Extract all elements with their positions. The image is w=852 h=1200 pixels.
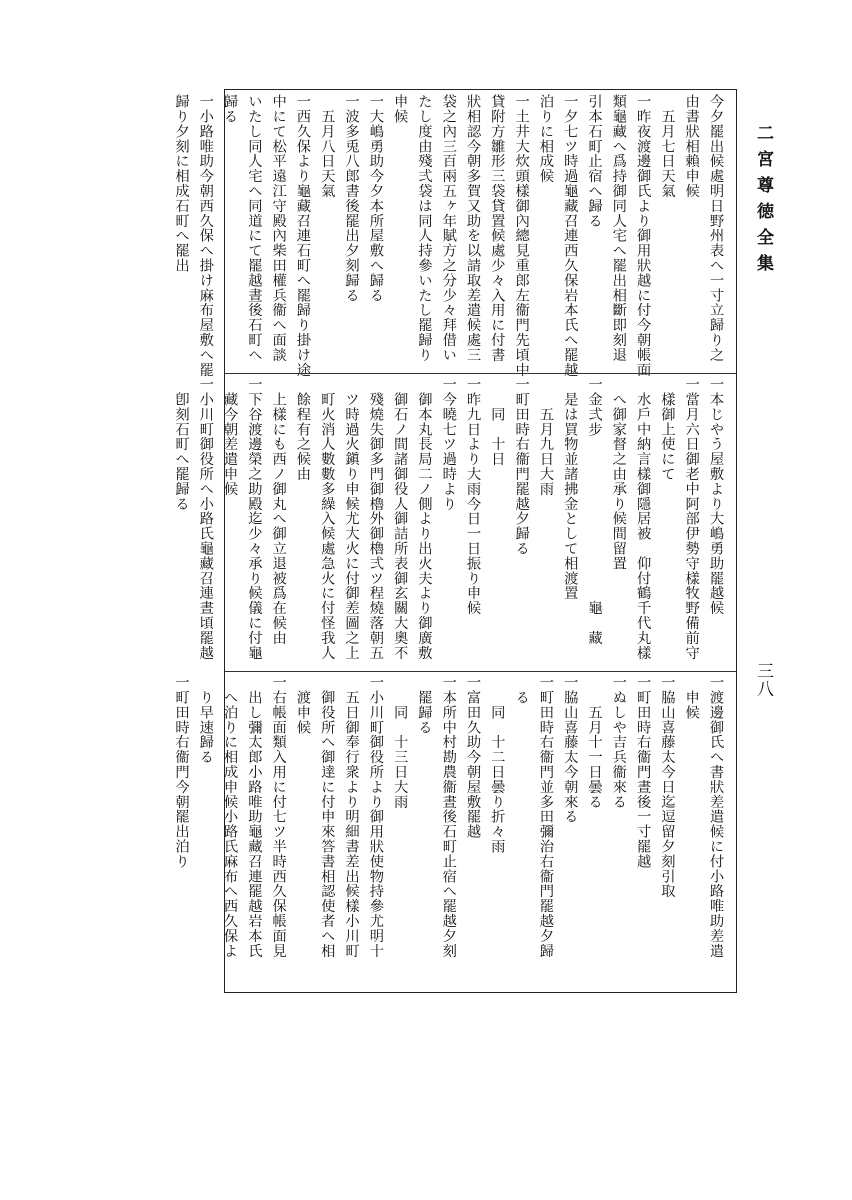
- text-column: 五月八日天氣: [319, 94, 336, 199]
- text-column: 今夕罷出候處明日野州表へ一寸立歸り之: [708, 94, 724, 363]
- text-column: 一脇山喜藤太今朝來る: [562, 675, 579, 824]
- text-column: 一昨夜渡邊御氏より御用狀越に付今朝帳面: [635, 94, 652, 378]
- text-column: 一西久保より龜藏召連石町へ罷歸り掛け途: [294, 94, 311, 378]
- text-column: 同 十日: [489, 377, 506, 467]
- text-column: 御役所へ御達に付申來答書相認使者へ相: [319, 675, 336, 959]
- text-column: 罷歸る: [416, 675, 433, 735]
- tier-divider: [225, 671, 736, 672]
- text-tier-lower: [173, 675, 736, 993]
- text-column: 出し彌太郎小路唯助龜藏召連罷越岩本氏: [246, 675, 263, 959]
- text-column: 一小川町御役所より御用狀使物持參尤明十: [367, 675, 384, 959]
- text-column: 一小路唯助今朝西久保へ掛け麻布屋敷へ罷: [197, 94, 214, 378]
- text-column: たし度由殘弍袋は同人持參いたし罷歸り: [416, 94, 433, 363]
- text-column: 樣御上使にて: [659, 377, 676, 482]
- text-column: 貸附方雛形三袋貸置候處少々入用に付書: [489, 94, 506, 363]
- text-column: 一町田時右衞門罷越夕歸る: [513, 377, 530, 556]
- text-frame: [173, 89, 737, 993]
- text-column: 御本丸長局二ノ側より出火夫より御廣敷: [416, 377, 433, 661]
- text-column: 引本石町止宿へ歸る: [586, 94, 603, 229]
- text-column: 同 十二日曇り折々雨: [489, 675, 506, 854]
- text-column: 類龜藏へ爲持御同人宅へ罷出相斷即刻退: [610, 94, 627, 363]
- text-column: 御石ノ間諸御役人御詰所表御玄關大奧不: [392, 377, 409, 661]
- text-column: 五月十一日曇る: [586, 675, 603, 810]
- text-column: へ御家督之由承り候間留置: [610, 377, 627, 571]
- text-column: 是は買物並諸拂金として相渡置: [562, 377, 579, 601]
- text-column: 町火消人數數多繰入候處急火に付怪我人: [319, 377, 336, 661]
- text-column: 狀相認今朝多賀又助を以請取差遣候處三: [465, 94, 482, 363]
- text-column: 由書狀相賴申候: [683, 94, 700, 199]
- text-column: 泊りに相成候: [537, 94, 554, 184]
- text-column: 申候: [683, 675, 700, 720]
- text-column: 一小川町御役所へ小路氏龜藏召連晝頃罷越: [197, 377, 214, 661]
- text-column: 一波多兎八郎書後罷出夕刻歸る: [343, 94, 360, 303]
- text-column: 一金弍步 龜 藏: [586, 377, 603, 646]
- text-column: 中にて松平遠江守殿內柴田權兵衞へ面談: [270, 94, 287, 363]
- text-column: 歸る: [222, 94, 239, 124]
- text-column: 一ぬしや吉兵衞來る: [610, 675, 627, 810]
- text-column: ツ時過火鎭り申候尤大火に付御差圖之上: [343, 377, 360, 661]
- text-column: へ泊りに相成申候小路氏麻布へ西久保よ: [222, 675, 239, 959]
- text-column: 一右帳面類入用に付七ツ半時西久保帳面見: [270, 675, 287, 959]
- text-column: 一大嶋勇助今夕本所屋敷へ歸る: [367, 94, 384, 303]
- text-column: 一脇山喜藤太今日迄逗留夕刻引取: [659, 675, 676, 899]
- text-column: 一土井大炊頭樣御內總見重郎左衞門先頃中: [513, 94, 530, 378]
- text-column: 水戶中納言樣御隱居被 仰付鶴千代丸樣: [635, 377, 652, 661]
- text-column: 一渡邊御氏へ書狀差遣候に付小路唯助差遣: [708, 675, 724, 959]
- text-column: 一夕七ツ時過龜藏召連西久保岩本氏へ罷越: [562, 94, 579, 378]
- text-column: 袋之內三百兩五ヶ年賦方之分少々拜借い: [440, 94, 457, 363]
- tier-divider: [225, 373, 736, 374]
- text-column: 一本所中村勘農衞晝後石町止宿へ罷越夕刻: [440, 675, 457, 959]
- text-column: 五月七日天氣: [659, 94, 676, 199]
- text-column: り早速歸る: [197, 675, 214, 765]
- text-column: 一本じやう屋敷より大嶋勇助罷越候: [708, 377, 724, 616]
- text-column: 卽刻石町へ罷歸る: [173, 377, 190, 512]
- text-column: 五月九日大雨: [537, 377, 554, 497]
- text-column: 歸り夕刻に相成石町へ罷出: [173, 94, 190, 273]
- text-column: 殘燒失御多門御櫓外御櫓弍ツ程燒落朝五: [367, 377, 384, 661]
- text-column: 同 十三日大雨: [392, 675, 409, 810]
- text-column: 餘程有之候由: [294, 377, 311, 482]
- text-column: る: [513, 675, 530, 705]
- text-column: 一今曉七ツ過時より: [440, 377, 457, 512]
- text-column: 一富田久助今朝屋敷罷越: [465, 675, 482, 839]
- text-column: いたし同人宅へ同道にて罷越晝後石町へ: [246, 94, 263, 363]
- text-column: 五日御奉行衆より明細書差出候樣小川町: [343, 675, 360, 959]
- text-column: 渡申候: [294, 675, 311, 735]
- text-column: 上樣にも西ノ御丸へ御立退被爲在候由: [270, 377, 287, 646]
- text-column: 一町田時右衞門並多田彌治右衞門罷越夕歸: [537, 675, 554, 959]
- text-tier-upper: [173, 94, 736, 378]
- text-column: 一當月六日御老中阿部伊勢守樣牧野備前守: [683, 377, 700, 661]
- running-title: 二宮尊徳全集: [753, 124, 773, 280]
- text-column: 一下谷渡邊榮之助殿迄少々承り候儀に付龜: [246, 377, 263, 661]
- page-number: 三八: [753, 662, 773, 698]
- text-tier-middle: [173, 377, 736, 669]
- text-column: 一町田時右衞門今朝罷出泊り: [173, 675, 190, 869]
- text-column: 一町田時右衞門晝後一寸罷越: [635, 675, 652, 869]
- text-column: 一昨九日より大雨今日一日振り申候: [465, 377, 482, 616]
- text-column: 藏今朝差遣申候: [222, 377, 239, 497]
- text-column: 申候: [392, 94, 409, 124]
